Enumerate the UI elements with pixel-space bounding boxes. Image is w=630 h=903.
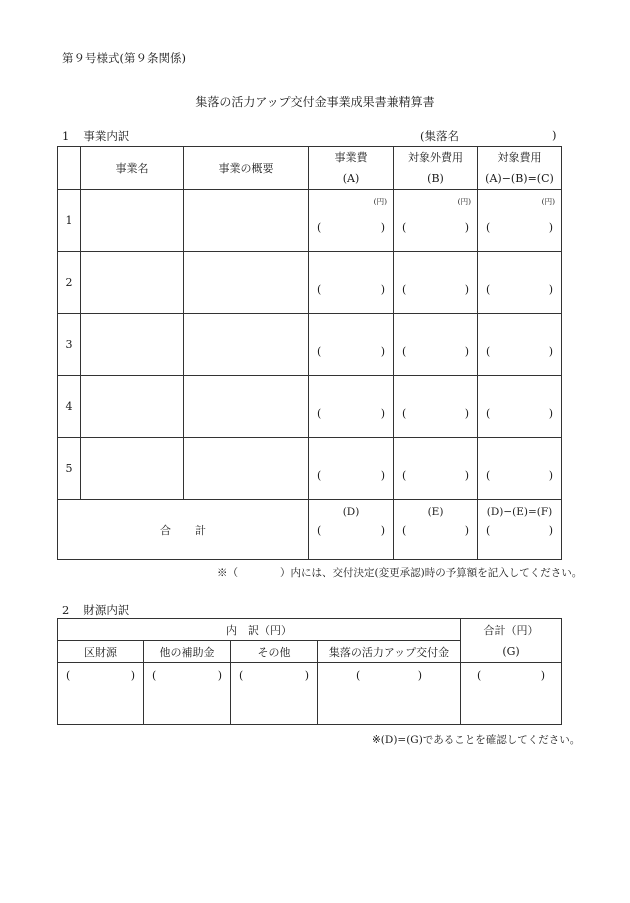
table-row — [58, 438, 562, 500]
breakdown-header: 内 訳（円） — [58, 619, 461, 641]
table-row — [58, 314, 562, 376]
total-target-cell[interactable] — [478, 500, 562, 560]
cost-cell[interactable] — [309, 376, 394, 438]
header-grant: 集落の活力アップ交付金 — [318, 641, 461, 663]
project-name-cell[interactable] — [81, 252, 184, 314]
target-cell[interactable] — [478, 190, 562, 252]
target-cell[interactable] — [478, 376, 562, 438]
paren-open: ( — [402, 220, 407, 234]
paren-open: ( — [486, 344, 491, 358]
total-d-label: (D) — [342, 506, 360, 518]
paren-close: ) — [464, 344, 469, 358]
paren-open: ( — [317, 406, 322, 420]
header-excluded — [394, 147, 478, 190]
other-cell[interactable] — [231, 663, 318, 725]
paren-open: ( — [402, 468, 407, 482]
project-overview-cell[interactable] — [184, 314, 309, 376]
header-target-code: (A)−(B)=(C) — [485, 172, 554, 185]
table-row — [58, 190, 562, 252]
project-overview-cell[interactable] — [184, 252, 309, 314]
header-excluded-code: (B) — [427, 172, 444, 185]
paren-close: ) — [464, 406, 469, 420]
section2-number: 2 — [62, 603, 70, 617]
section2-heading — [62, 602, 129, 618]
village-name-close: ) — [552, 128, 557, 142]
project-name-cell[interactable] — [81, 438, 184, 500]
total-excluded-cell[interactable] — [394, 500, 478, 560]
paren-open: ( — [486, 282, 491, 296]
paren-open: ( — [402, 406, 407, 420]
excluded-cell[interactable] — [394, 376, 478, 438]
total-row — [58, 500, 562, 560]
cost-cell[interactable] — [309, 252, 394, 314]
paren-open: ( — [356, 669, 361, 682]
cost-cell[interactable] — [309, 314, 394, 376]
excluded-cell[interactable] — [394, 314, 478, 376]
funding-total-cell[interactable] — [461, 663, 562, 725]
target-cell[interactable] — [478, 438, 562, 500]
yen-unit: (円) — [373, 197, 387, 206]
project-overview-cell[interactable] — [184, 438, 309, 500]
total-cost-cell[interactable] — [309, 500, 394, 560]
paren-close: ) — [548, 344, 553, 358]
funding-total-label: 合計（円） — [483, 623, 539, 637]
paren-close: ) — [130, 669, 135, 682]
paren-open: ( — [317, 344, 322, 358]
document-title: 集落の活力アップ交付金事業成果書兼精算書 — [195, 95, 435, 109]
paren-open: ( — [152, 669, 157, 682]
paren-open: ( — [239, 669, 244, 682]
funding-total-header — [461, 619, 562, 663]
funding-total-code: (G) — [502, 644, 520, 658]
total-f-label: (D)−(E)=(F) — [486, 506, 553, 518]
header-project-name: 事業名 — [81, 147, 184, 190]
grant-cell[interactable] — [318, 663, 461, 725]
header-target-label: 対象費用 — [497, 151, 542, 164]
paren-close: ) — [380, 406, 385, 420]
paren-open: ( — [402, 282, 407, 296]
paren-close: ) — [540, 669, 545, 682]
paren-open: ( — [402, 344, 407, 358]
excluded-cell[interactable] — [394, 190, 478, 252]
paren-open: ( — [317, 220, 322, 234]
header-excluded-label: 対象外費用 — [408, 151, 463, 164]
table-row — [58, 252, 562, 314]
paren-close: ) — [548, 282, 553, 296]
header-cost — [309, 147, 394, 190]
header-other-subsidy: 他の補助金 — [144, 641, 231, 663]
total-char-2: 計 — [195, 523, 206, 537]
paren-close: ) — [380, 282, 385, 296]
target-cell[interactable] — [478, 314, 562, 376]
excluded-cell[interactable] — [394, 438, 478, 500]
section2-title: 財源内訳 — [83, 603, 130, 617]
table-row — [58, 376, 562, 438]
paren-open: ( — [486, 468, 491, 482]
section1-title: 事業内訳 — [83, 129, 130, 143]
cost-cell[interactable] — [309, 438, 394, 500]
row-number: 4 — [58, 376, 81, 438]
paren-open: ( — [317, 524, 322, 537]
paren-open: ( — [66, 669, 71, 682]
paren-close: ) — [380, 220, 385, 234]
header-cost-code: (A) — [342, 172, 360, 185]
paren-close: ) — [380, 524, 385, 537]
project-overview-cell[interactable] — [184, 376, 309, 438]
cost-cell[interactable] — [309, 190, 394, 252]
paren-open: ( — [486, 524, 491, 537]
form-number: 第９号様式(第９条関係) — [62, 51, 186, 65]
project-name-cell[interactable] — [81, 376, 184, 438]
paren-open: ( — [317, 468, 322, 482]
paren-close: ) — [464, 282, 469, 296]
paren-open: ( — [402, 524, 407, 537]
project-overview-cell[interactable] — [184, 190, 309, 252]
paren-close: ) — [548, 406, 553, 420]
row-number: 3 — [58, 314, 81, 376]
paren-close: ) — [464, 524, 469, 537]
funding-breakdown-table — [57, 618, 562, 725]
header-ward-funds: 区財源 — [58, 641, 144, 663]
yen-unit: (円) — [457, 197, 471, 206]
paren-close: ) — [464, 220, 469, 234]
paren-open: ( — [486, 220, 491, 234]
paren-open: ( — [486, 406, 491, 420]
total-char-1: 合 — [160, 523, 171, 537]
project-name-cell[interactable] — [81, 190, 184, 252]
village-name-label: (集落名 — [420, 129, 459, 143]
header-blank — [58, 147, 81, 190]
yen-unit: (円) — [541, 197, 555, 206]
project-breakdown-table — [57, 146, 562, 560]
paren-close: ) — [304, 669, 309, 682]
header-cost-label: 事業費 — [334, 151, 368, 164]
excluded-cell[interactable] — [394, 252, 478, 314]
confirm-note: ※(D)=(G)であることを確認してください。 — [372, 734, 581, 746]
paren-close: ) — [548, 220, 553, 234]
row-number: 2 — [58, 252, 81, 314]
paren-close: ) — [548, 524, 553, 537]
paren-close: ) — [217, 669, 222, 682]
funding-value-row — [58, 663, 562, 725]
paren-close: ) — [380, 344, 385, 358]
paren-close: ) — [548, 468, 553, 482]
budget-note: ※（ ）内には、交付決定(変更承認)時の予算額を記入してください。 — [217, 567, 583, 579]
funding-header-row — [58, 619, 562, 641]
paren-close: ) — [380, 468, 385, 482]
paren-close: ) — [417, 669, 422, 682]
paren-open: ( — [317, 282, 322, 296]
header-project-overview: 事業の概要 — [184, 147, 309, 190]
paren-close: ) — [464, 468, 469, 482]
project-name-cell[interactable] — [81, 314, 184, 376]
ward-funds-cell[interactable] — [58, 663, 144, 725]
table-header-row — [58, 147, 562, 190]
total-e-label: (E) — [427, 506, 444, 518]
header-target — [478, 147, 562, 190]
section1-heading — [62, 128, 129, 144]
paren-open: ( — [477, 669, 482, 682]
total-label — [58, 500, 309, 560]
village-name-field[interactable] — [420, 128, 557, 144]
other-subsidy-cell[interactable] — [144, 663, 231, 725]
row-number: 1 — [58, 190, 81, 252]
target-cell[interactable] — [478, 252, 562, 314]
header-other: その他 — [231, 641, 318, 663]
row-number: 5 — [58, 438, 81, 500]
section1-number: 1 — [62, 129, 70, 143]
